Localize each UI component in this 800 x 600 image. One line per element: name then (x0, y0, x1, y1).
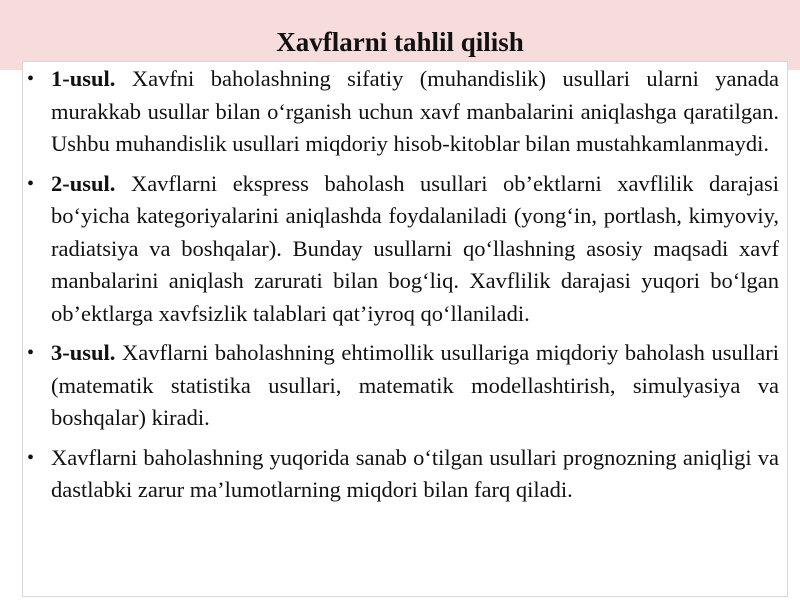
bullet-lead: 3-usul. (51, 340, 116, 365)
bullet-item-method-3 (22, 337, 779, 435)
bullet-lead: 2-usul. (51, 170, 116, 196)
bullet-dot-icon: • (27, 172, 35, 195)
slide-title: Xavflarni tahlil qilish (276, 27, 524, 57)
bullet-item-method-2 (22, 168, 779, 331)
bullet-dot-icon: • (27, 68, 35, 90)
bullet-text: Xavflarni ekspress baholash usullari ob’ektlarni xavflilik darajasi bo‘yicha kategoriyalarini aniqlashda foydalaniladi (yong‘in, portlash, kimyoviy, radiatsiya va boshqalar). Bunday usullarni qo‘llashning asosiy maqsadi xavf manbalarini aniqlash zarurati bilan bog‘liq. Xavflilik darajasi yuqori bo‘lgan ob’ektlarga xavfsizlik talablari qat’iyroq qo‘llaniladi. (51, 170, 779, 326)
bullet-item-summary (22, 442, 779, 507)
bullet-list (22, 63, 779, 514)
bullet-text: Xavflarni baholashning ehtimollik usullariga miqdoriy baholash usullari (matematik statistika usullari, matematik modellashtirish, simulyasiya va boshqalar) kiradi. (51, 340, 779, 430)
bullet-dot-icon: • (27, 342, 35, 364)
bullet-dot-icon: • (27, 446, 35, 469)
bullet-item-method-1 (22, 63, 779, 161)
bullet-lead: 1-usul. (51, 66, 116, 91)
bullet-text: Xavfni baholashning sifatiy (muhandislik) usullari ularni yanada murakkab usullar bilan o‘rganish uchun xavf manbalarini aniqlashga qaratilgan. Ushbu muhandislik usullari miqdoriy hisob-kitoblar bilan mustahkamlanmaydi. (51, 66, 779, 156)
bullet-text: Xavflarni baholashning yuqorida sanab o‘tilgan usullari prognozning aniqligi va dastlabki zarur ma’lumotlarning miqdori bilan farq qiladi. (51, 444, 779, 502)
